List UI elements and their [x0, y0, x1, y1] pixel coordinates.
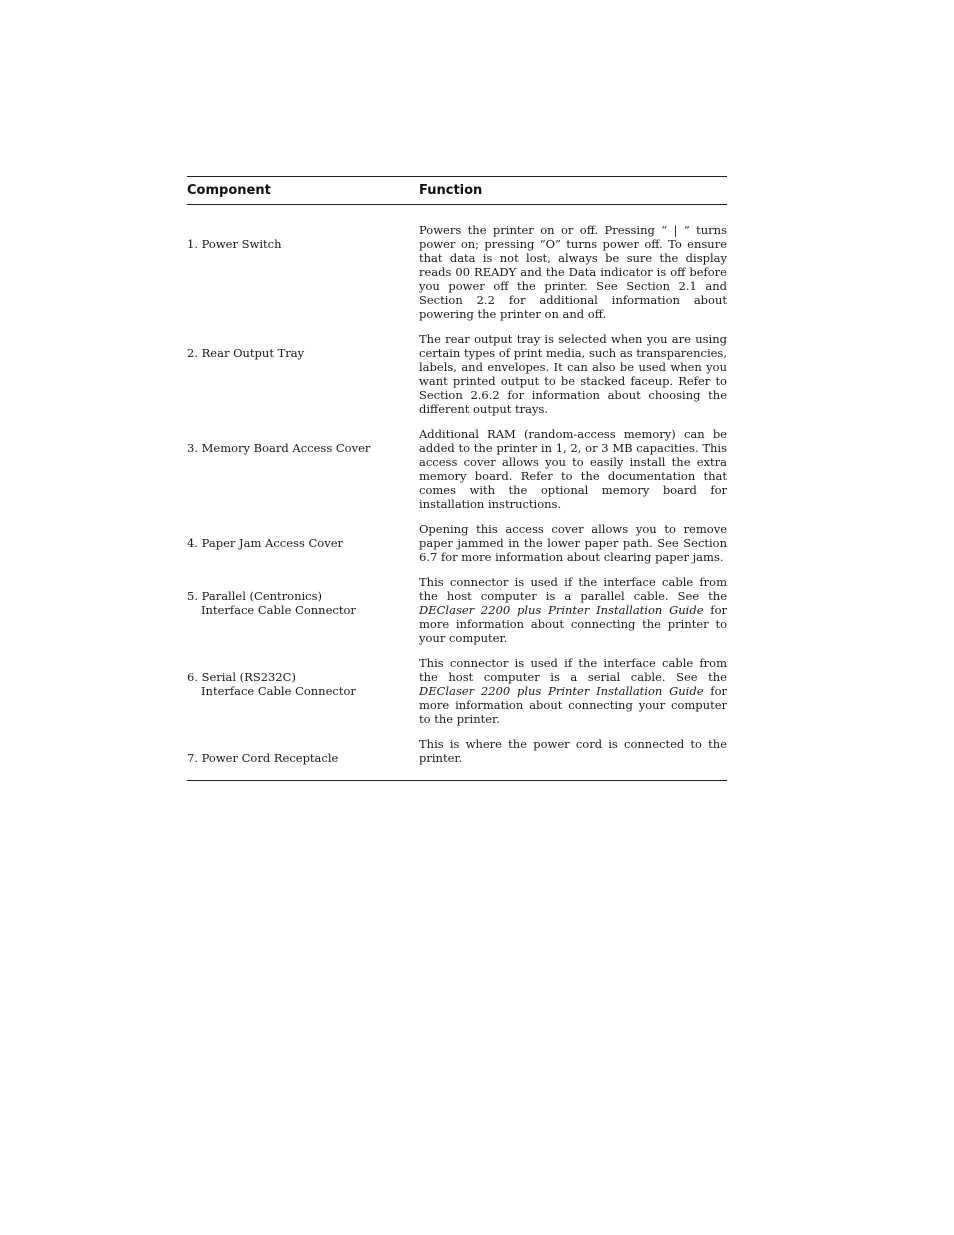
function-text: This connector is used if the interface cable from the host computer is a parallel cable. See the	[419, 575, 727, 603]
component-cell	[187, 522, 419, 564]
component-name-continued: Interface Cable Connector	[201, 684, 356, 698]
component-cell	[187, 427, 419, 511]
component-function-table	[187, 176, 727, 781]
function-text: This is where the power cord is connected to the printer.	[419, 737, 727, 765]
guide-title: DEClaser 2200 plus Printer Installation Guide	[419, 603, 704, 617]
component-name: 3. Memory Board Access Cover	[187, 441, 371, 455]
function-text: Powers the printer on or off. Pressing “ | ” turns power on; pressing “O” turns power off. To ensure that data is not lost, always be sure the display reads 00 READY and the Data indicator is off before you power off the printer. See Section 2.1 and Section 2.2 for additional information about powering the printer on and off.	[419, 223, 727, 321]
table-row	[187, 522, 727, 564]
function-cell	[419, 427, 727, 511]
component-name: 1. Power Switch	[187, 237, 282, 251]
function-text: Opening this access cover allows you to remove paper jammed in the lower paper path. See Section 6.7 for more information about clearing paper jams.	[419, 522, 727, 564]
table-row	[187, 656, 727, 726]
component-name: 7. Power Cord Receptacle	[187, 751, 339, 765]
function-cell	[419, 223, 727, 321]
header-function: Function	[419, 183, 483, 198]
component-cell	[187, 575, 419, 645]
function-text: This connector is used if the interface cable from the host computer is a serial cable. See the	[419, 656, 727, 684]
guide-title: DEClaser 2200 plus Printer Installation Guide	[419, 684, 704, 698]
table-row	[187, 575, 727, 645]
table-row	[187, 223, 727, 321]
function-text: Additional RAM (random-access memory) can be added to the printer in 1, 2, or 3 MB capacities. This access cover allows you to easily install the extra memory board. Refer to the documentation that comes with the optional memory board for installation instructions.	[419, 427, 727, 511]
component-name-continued: Interface Cable Connector	[201, 603, 356, 617]
component-cell	[187, 223, 419, 321]
function-text-continued: for more information about connecting your computer to the printer.	[419, 684, 727, 726]
component-cell	[187, 332, 419, 416]
table-row	[187, 427, 727, 511]
function-cell	[419, 522, 727, 564]
function-cell	[419, 332, 727, 416]
component-name: 2. Rear Output Tray	[187, 346, 305, 360]
table-bottom-rule	[187, 780, 727, 781]
component-cell	[187, 656, 419, 726]
table-header	[187, 177, 727, 204]
table-body	[187, 205, 727, 780]
function-cell	[419, 737, 727, 765]
component-cell	[187, 737, 419, 765]
component-name: 4. Paper Jam Access Cover	[187, 536, 344, 550]
function-cell	[419, 575, 727, 645]
component-name: 6. Serial (RS232C)	[187, 670, 296, 684]
function-text-continued: for more information about connecting the printer to your computer.	[419, 603, 727, 645]
function-text: The rear output tray is selected when you are using certain types of print media, such as transparencies, labels, and envelopes. It can also be used when you want printed output to be stacked faceup. Refer to Section 2.6.2 for information about choosing the different output trays.	[419, 332, 727, 416]
component-name: 5. Parallel (Centronics)	[187, 589, 323, 603]
header-component: Component	[187, 183, 271, 198]
table-row	[187, 332, 727, 416]
table-row	[187, 737, 727, 765]
function-cell	[419, 656, 727, 726]
